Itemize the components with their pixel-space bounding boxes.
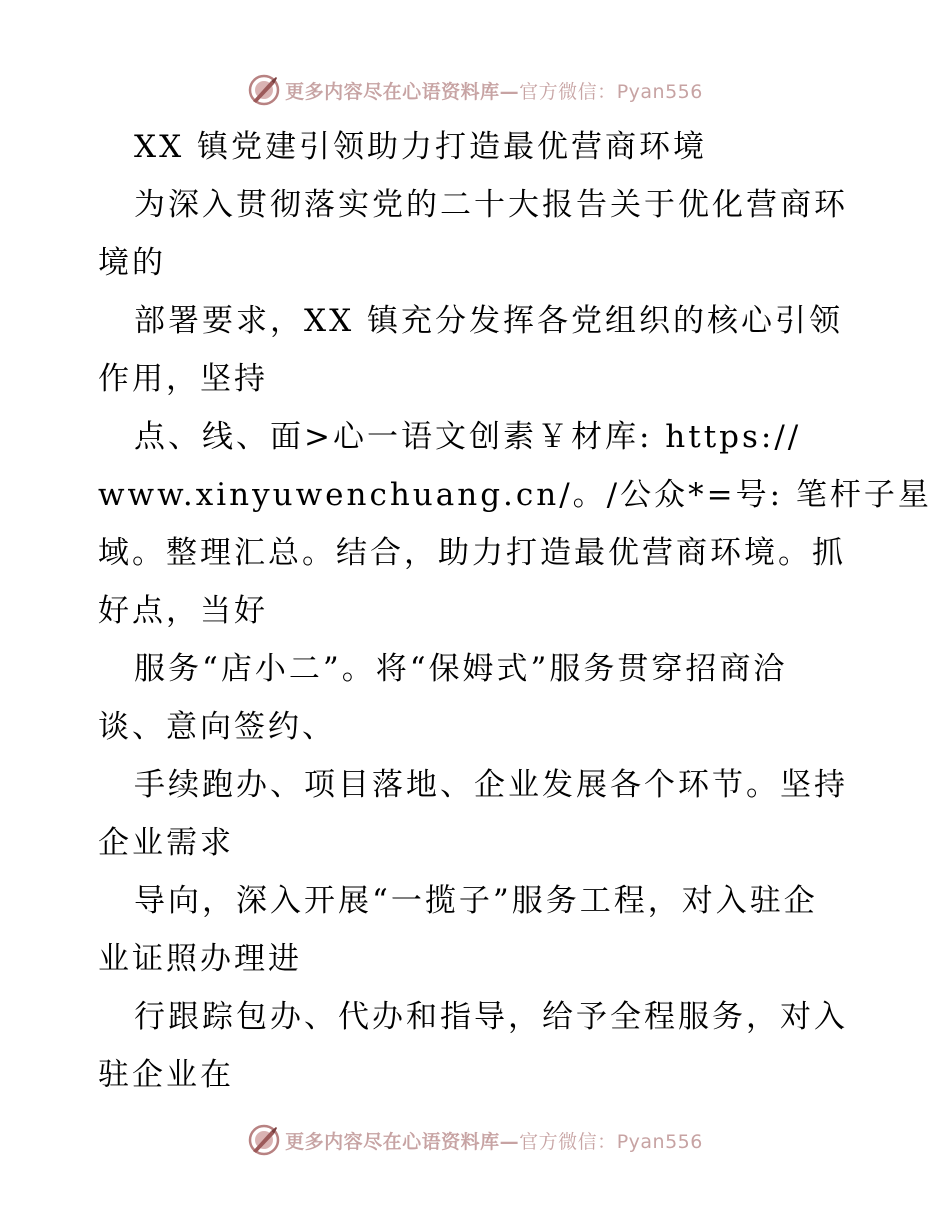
paragraph-line: 业证照办理进 — [98, 941, 302, 977]
paragraph-line: 驻企业在 — [98, 1057, 234, 1093]
paragraph-line: 导向，深入开展“一揽子”服务工程，对入驻企 — [134, 883, 818, 919]
banner-handle: Pyan556 — [616, 1130, 703, 1153]
banner-wechat-label: 官方微信： — [519, 1130, 617, 1153]
paragraph-line: 域。整理汇总。结合，助力打造最优营商环境。抓 — [98, 535, 846, 571]
quill-seal-icon — [247, 73, 281, 107]
paragraph-line: 为深入贯彻落实党的二十大报告关于优化营商环 — [134, 187, 848, 223]
paragraph-line: 部署要求，XX 镇充分发挥各党组织的核心引领 — [134, 303, 843, 339]
paragraph-line: 谈、意向签约、 — [98, 709, 336, 745]
paragraph-line: 企业需求 — [98, 825, 234, 861]
paragraph-line: 服务“店小二”。将“保姆式”服务贯穿招商洽 — [134, 651, 788, 687]
banner-dash: — — [499, 80, 520, 103]
banner-brand: 更多内容尽在心语资料库 — [285, 1130, 500, 1153]
banner-dash: — — [499, 1130, 520, 1153]
document-body — [98, 118, 932, 1104]
paragraph-line: www.xinyuwenchuang.cn/。/公众*=号: 笔杆子星 — [98, 477, 932, 513]
quill-seal-icon — [247, 1123, 281, 1157]
paragraph-line: 境的 — [98, 245, 166, 281]
paragraph-line: 手续跑办、项目落地、企业发展各个环节。坚持 — [134, 767, 848, 803]
banner-brand: 更多内容尽在心语资料库 — [285, 80, 500, 103]
paragraph-line: 好点，当好 — [98, 593, 268, 629]
banner-text — [285, 77, 703, 104]
banner-text — [285, 1127, 703, 1154]
paragraph-line: 点、线、面>心一语文创素￥材库: https:// — [134, 419, 802, 455]
banner-handle: Pyan556 — [616, 80, 703, 103]
paragraph-line: 作用，坚持 — [98, 361, 268, 397]
banner-wechat-label: 官方微信： — [519, 80, 617, 103]
footer-banner — [0, 1120, 950, 1160]
header-banner — [0, 70, 950, 110]
paragraph-line: 行跟踪包办、代办和指导，给予全程服务，对入 — [134, 999, 848, 1035]
document-title: XX 镇党建引领助力打造最优营商环境 — [134, 129, 707, 165]
